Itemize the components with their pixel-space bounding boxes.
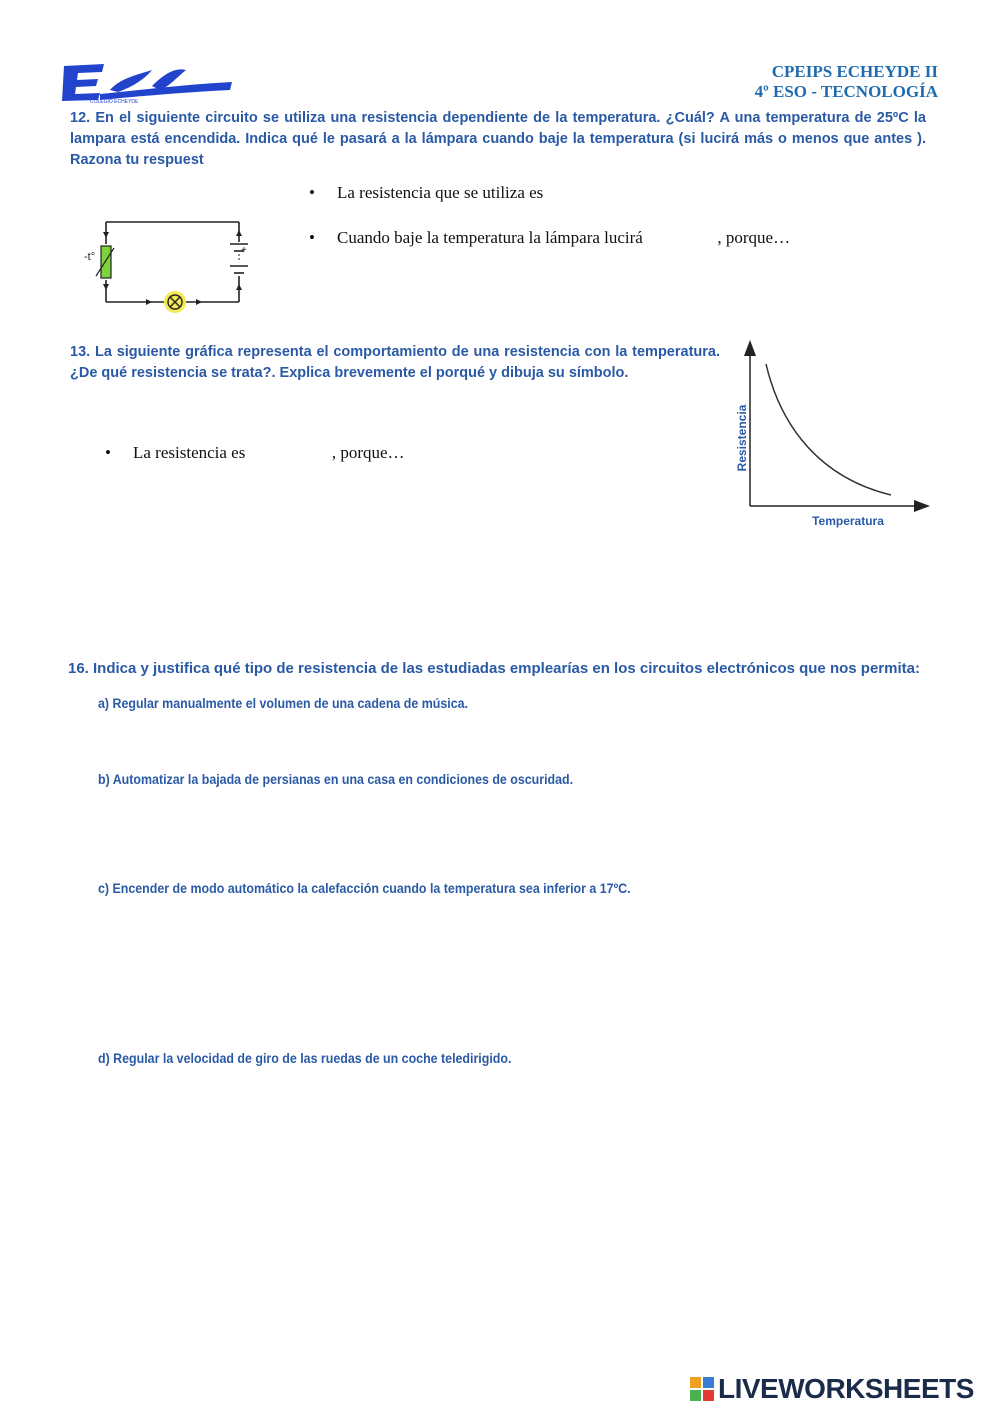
svg-text:+: +	[241, 245, 247, 256]
school-header	[755, 62, 938, 102]
y-axis-arrow-icon	[744, 340, 756, 356]
q16-item-a: a) Regular manualmente el volumen de una cadena de música.	[98, 696, 468, 711]
q16-item-b: b) Automatizar la bajada de persianas en una casa en condiciones de oscuridad.	[98, 772, 574, 787]
course-name: 4º ESO - TECNOLOGÍA	[754, 82, 938, 101]
bullet-dot: •	[309, 228, 315, 247]
q12-bullet-2	[309, 228, 791, 248]
graph-curve	[766, 364, 891, 495]
circuit-diagram	[84, 214, 256, 320]
current-arrow-icon	[196, 299, 202, 305]
graph-xlabel: Temperatura	[812, 514, 884, 528]
q12-answer-resistance-field[interactable]	[548, 185, 614, 203]
bullet-dot: •	[105, 443, 111, 462]
q16-item-c: c) Encender de modo automático la calefacción cuando la temperatura sea inferior a 17ºC.	[98, 881, 631, 896]
current-arrow-icon	[103, 232, 109, 238]
logo-subtext: COLEGIO ECHEYDE	[90, 99, 139, 104]
liveworksheets-logo	[690, 1372, 990, 1406]
thermistor-icon	[101, 246, 111, 278]
q12-answer-lamp-field[interactable]	[647, 230, 713, 248]
current-arrow-icon	[236, 230, 242, 236]
q13-bullet	[105, 443, 405, 463]
graph-ylabel: Resistencia	[735, 404, 749, 472]
school-logo	[60, 60, 236, 104]
question-13-text: 13. La siguiente gráfica representa el comportamiento de una resistencia con la temperatura. ¿De qué resistencia se trata?. Explica brevemente el porqué y dibuja su símbolo.	[70, 344, 720, 381]
school-name: CPEIPS ECHEYDE II	[771, 62, 938, 81]
q13-bullet-start: La resistencia es	[133, 443, 246, 462]
current-arrow-icon	[146, 299, 152, 305]
current-arrow-icon	[103, 284, 109, 290]
q13-answer-field[interactable]	[250, 445, 328, 463]
question-16-text: 16. Indica y justifica qué tipo de resistencia de las estudiadas emplearías en los circuitos electrónicos que nos permita:	[68, 660, 920, 677]
x-axis-arrow-icon	[914, 500, 930, 512]
bullet-dot: •	[309, 183, 315, 202]
q16-item-d: d) Regular la velocidad de giro de las ruedas de un coche teledirigido.	[98, 1051, 512, 1066]
thermistor-label: -t°	[84, 251, 96, 263]
q12-bullet-1-text: La resistencia que se utiliza es	[337, 183, 544, 202]
q12-bullet-1	[309, 183, 614, 203]
liveworksheets-brand: LIVEWORKSHEETS	[718, 1373, 974, 1404]
resistance-temperature-graph	[726, 338, 936, 534]
q12-bullet-2-start: Cuando baje la temperatura la lámpara lucirá	[337, 228, 643, 247]
q13-bullet-end: , porque…	[331, 443, 405, 462]
liveworksheets-icon	[690, 1377, 714, 1401]
question-12-text: 12. En el siguiente circuito se utiliza una resistencia dependiente de la temperatura. ¿Cuál? A una temperatura de 25ºC la lampara está encendida. Indica qué le pasará a la lámpara cuando baje la temperatura (si lucirá más o menos que antes ). Razona tu respuest	[70, 110, 926, 168]
q12-bullet-2-end: , porque…	[717, 228, 791, 247]
current-arrow-icon	[236, 284, 242, 290]
